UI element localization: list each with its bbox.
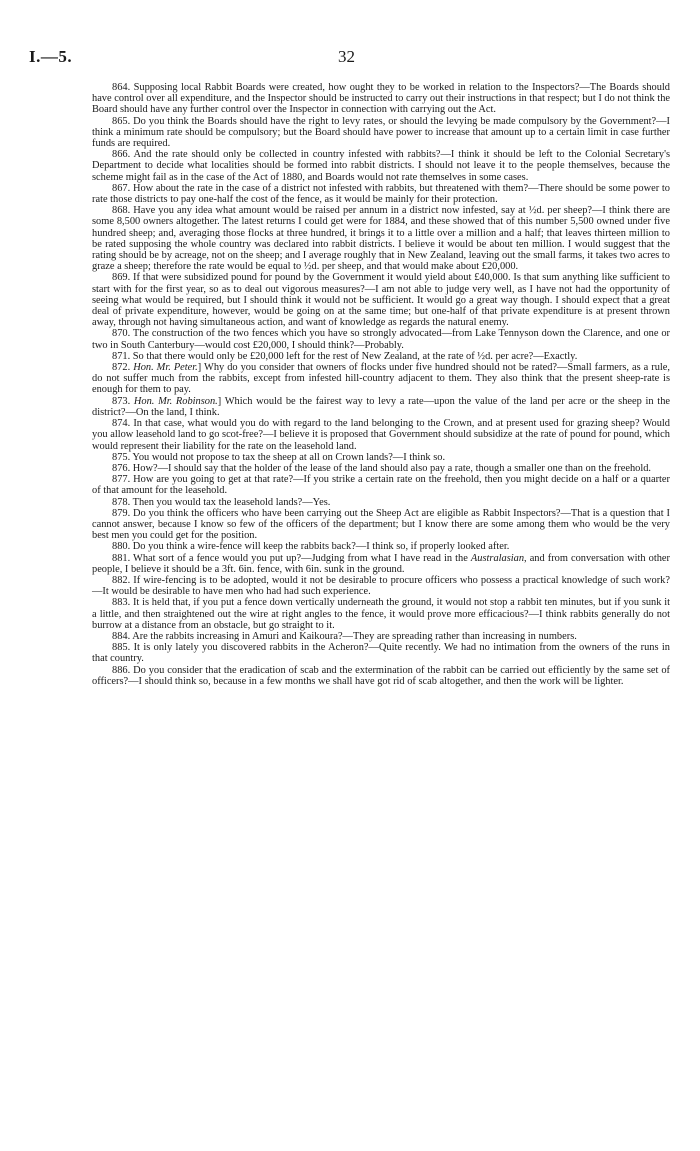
paragraph-885: 885. It is only lately you discovered rabbits in the Acheron?—Quite recently. We had no intimation from the owners of the runs in that country. [92,642,670,665]
paragraph-874: 874. In that case, what would you do with regard to the land belonging to the Crown, and at present used for grazing sheep? Would you allow leasehold land to go scot-free?—I believe it is proposed that Government should subsidize at the rate of pound for pound, which would represent their liability for the rate on the leasehold land. [92,418,670,452]
paragraph-886: 886. Do you consider that the eradication of scab and the extermination of the rabbit can be carried out efficiently by the same set of officers?—I should think so, because in a few months we shall have got rid of scab altogether, and then the work will be lighter. [92,664,670,687]
paragraph-872: 872. Hon. Mr. Peter.] Why do you consider that owners of flocks under five hundred should not be rated?—Small farmers, as a rule, do not suffer much from the rabbits, except from infested hill-country adjacent to them. They also think that the present sheep-rate is enough for them to pay. [92,362,670,396]
paragraph-875: 875. You would not propose to tax the sheep at all on Crown lands?—I think so. [112,451,446,463]
paragraph-882: 882. If wire-fencing is to be adopted, would it not be desirable to procure officers who possess a practical knowledge of such work?—It would be desirable to have men who had had such experience. [92,574,670,598]
paragraph-883: 883. It is held that, if you put a fence down vertically underneath the ground, it would not stop a rabbit ten minutes, but if you sunk it a little, and then straightened out the wire at right angles to the fence, it would prove more efficacious?—I think rabbits generally do not burrow at a distance from an obstacle, but go straight to it. [92,597,670,631]
paragraph-878: 878. Then you would tax the leasehold lands?—Yes. [112,496,331,508]
paragraph-869: 869. If that were subsidized pound for pound by the Government it would yield about £40,000. Is that sum anything like sufficient to start with for the first year, so as to deal out vigorous measures?—I am not able to judge very well, as I have not had the opportunity of seeing what would be required, but I should think it would not be sufficient. It would go a great way though. I should expect that a great deal of private expenditure, however, would be going on at the same time; but one-half of that private expenditure is at present thrown away, through not having simultaneous action, and want of knowledge as regards the natural enemy. [92,272,670,329]
paragraph-873: 873. Hon. Mr. Robinson.] Which would be the fairest way to levy a rate—upon the value of the land per acre or the sheep in the district?—On the land, I think. [92,395,670,418]
paragraph-876: 876. How?—I should say that the holder of the lease of the land should also pay a rate, though a smaller one than on the freehold. [112,462,652,474]
paragraph-865: 865. Do you think the Boards should have the right to levy rates, or should the levying be made compulsory by the Government?—I think a minimum rate should be compulsory; but the Board should have power to increase that amount up to a certain limit in case further funds are required. [92,115,670,150]
page-reference: I.—5. [29,47,73,66]
paragraph-866: 866. And the rate should only be collected in country infested with rabbits?—I think it should be left to the Colonial Secretary's Department to decide what localities should be formed into rabbit districts. I should not leave it to the people themselves, because the scheme might fail as in the case of the Act of 1880, and Boards would not rate themselves in some cases. [92,149,670,183]
document-body [92,82,670,687]
paragraph-881: 881. What sort of a fence would you put up?—Judging from what I have read in the Australasian, and from conversation with other people, I believe it should be a 3ft. 6in. fence, with 6in. sunk in the ground. [92,552,670,575]
paragraph-879: 879. Do you think the officers who have been carrying out the Sheep Act are eligible as Rabbit Inspectors?—That is a question that I cannot answer, because I know so few of the officers of the department; but I know there are some among them who would be the very best men you could get for the position. [92,507,670,542]
paragraph-871: 871. So that there would only be £20,000 left for the rest of New Zealand, at the rate of ½d. per acre?—Exactly. [112,350,578,362]
speaker-name: Hon. Mr. Peter. [133,362,198,374]
speaker-name: Hon. Mr. Robinson. [133,395,218,407]
paragraph-867: 867. How about the rate in the case of a district not infested with rabbits, but threatened with them?—There should be some power to rate those districts to pay one-half the cost of the fence, as it would be mainly for their protection. [92,182,670,206]
paragraph-884: 884. Are the rabbits increasing in Amuri and Kaikoura?—They are spreading rather than increasing in numbers. [112,630,577,642]
publication-title: Australasian [470,552,525,564]
paragraph-870: 870. The construction of the two fences which you have so strongly advocated—from Lake Tennyson down the Clarence, and one or two in South Canterbury—would cost £20,000, I should think?—Probably. [92,328,670,351]
page-number: 32 [338,47,355,66]
paragraph-880: 880. Do you think a wire-fence will keep the rabbits back?—I think so, if properly looked after. [112,541,510,553]
paragraph-864: 864. Supposing local Rabbit Boards were created, how ought they to be worked in relation to the Inspectors?—The Boards should have control over all expenditure, and the Inspector should be instructed to carry out their instructions in that respect; but I do not think the Board should have any further control over the Inspector in connection with carrying out the Act. [92,82,670,116]
paragraph-877: 877. How are you going to get at that rate?—If you strike a certain rate on the freehold, then you might decide on a half or a quarter of that amount for the leasehold. [92,474,670,497]
paragraph-868: 868. Have you any idea what amount would be raised per annum in a district now infested, say at ½d. per sheep?—I think there are some 8,500 owners altogether. The latest returns I could get were for 1884, and these showed that of this number 5,500 owned under five hundred sheep; and, averaging those flocks at three hundred, it brings it to a little over a million and a half; that leaves thirteen million to be rated supposing the whole country was declared into rabbit districts. I believe it would be about ten million. I would suggest that the rating should be by acreage, not on the sheep; and I average roughly that in New Zealand, leaving out the small farms, it takes two acres to graze a sheep; therefore the rate would be equal to ½d. per sheep, and that would make about £20,000. [92,205,670,273]
